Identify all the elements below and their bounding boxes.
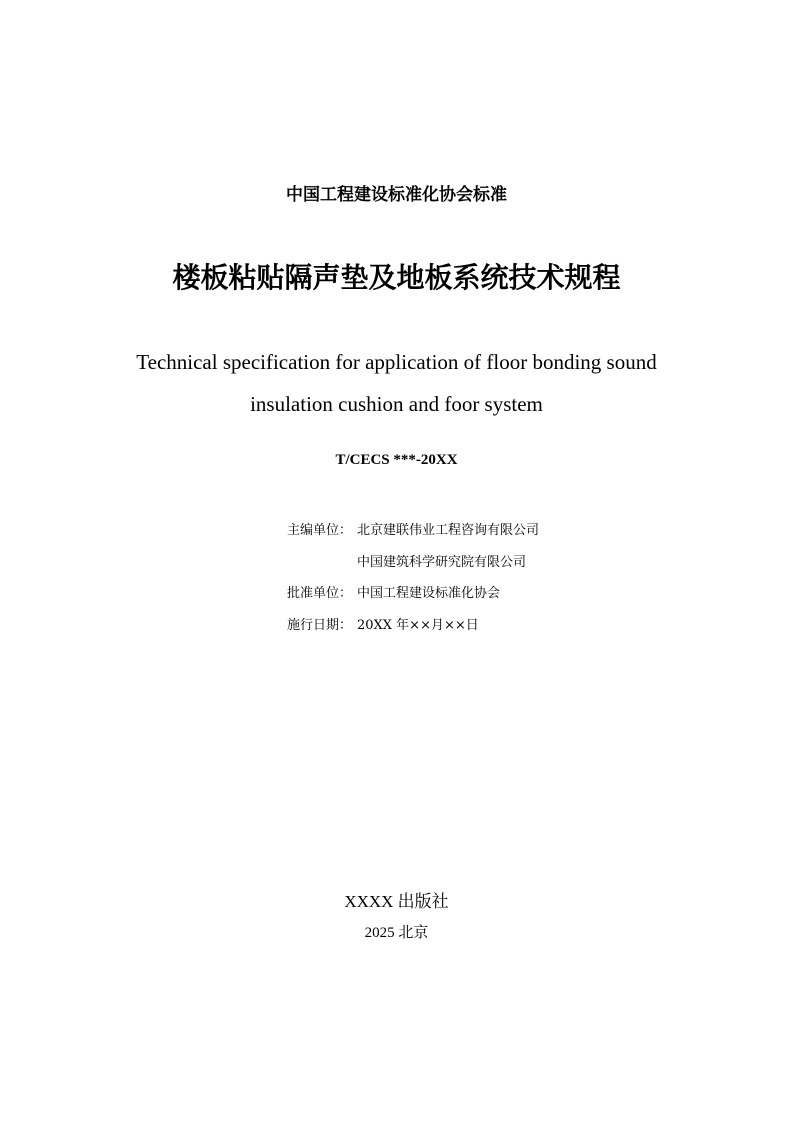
editor-unit-2: 中国建筑科学研究院有限公司: [357, 555, 527, 570]
editor-label: 主编单位：: [287, 523, 353, 538]
english-title-line-2: insulation cushion and foor system: [250, 392, 543, 416]
standard-series-heading: 中国工程建设标准化协会标准: [286, 185, 507, 205]
editor-unit-1: 北京建联伟业工程咨询有限公司: [357, 523, 540, 538]
effective-date-label: 施行日期：: [287, 618, 353, 633]
effective-date-value: 20XX 年××月××日: [357, 618, 479, 633]
publication-year-place: 2025 北京: [364, 925, 429, 941]
approver-label: 批准单位：: [287, 586, 353, 601]
effective-date-row: [287, 616, 479, 636]
editor-row: [287, 521, 539, 541]
chinese-title: 楼板粘贴隔声垫及地板系统技术规程: [172, 261, 621, 294]
editor-row-2: [287, 553, 526, 573]
standard-number: T/CECS ***-20XX: [335, 452, 458, 468]
publisher-name: XXXX 出版社: [344, 892, 449, 911]
english-title-line-1: Technical specification for application of floor bonding sound: [136, 350, 657, 374]
approver-unit: 中国工程建设标准化协会: [357, 586, 501, 601]
approver-row: [287, 584, 500, 604]
